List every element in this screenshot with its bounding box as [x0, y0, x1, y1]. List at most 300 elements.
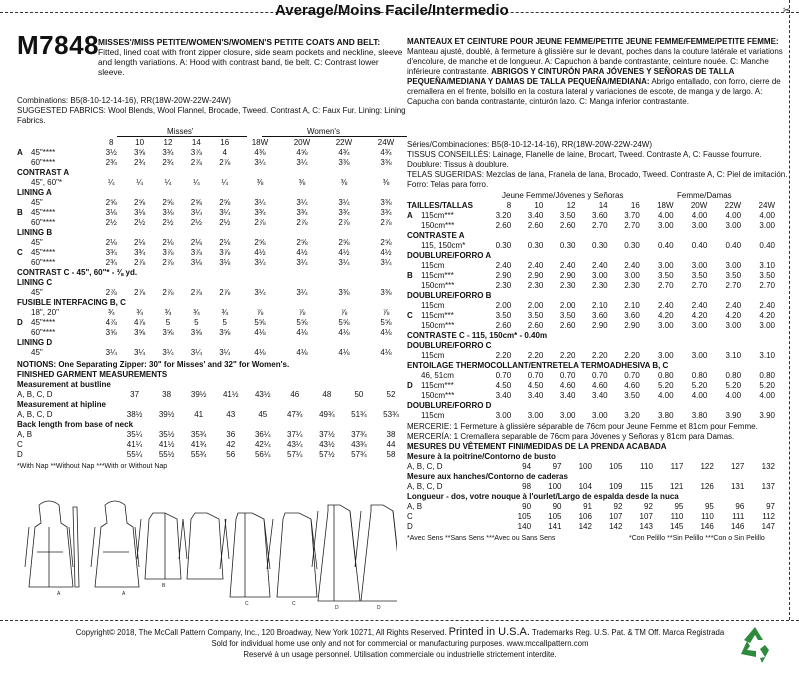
view-label — [17, 238, 31, 248]
sketch-view-d-front — [312, 505, 360, 601]
measure-value: 35¼ — [126, 430, 143, 439]
size-header-row — [407, 201, 777, 211]
measure-spacer — [53, 430, 119, 440]
value-cell: 0.30 — [592, 241, 608, 250]
nap-note-es: *Con Pelillo **Sin Pelillo ***Con o Sin Pelillo — [629, 535, 765, 542]
value-cell: 3.00 — [657, 261, 674, 270]
measure-value: 112 — [762, 512, 775, 521]
measure-value: 109 — [609, 482, 623, 491]
merceria: MERCERÍA: 1 Cremallera separable de 76cm para Jóvenes y Señoras y 81cm para Damas. — [407, 432, 735, 441]
value-cell: 3.90 — [759, 411, 775, 420]
section-title: CONTRAST C - 45", 60"* - ⅜ yd. — [17, 268, 138, 277]
value-cell: 4.00 — [691, 211, 708, 220]
value-cell: 3.40 — [495, 391, 512, 400]
measure-title: Mesure aux hanches/Contorno de caderas — [407, 472, 568, 481]
value-cell: 3¾ — [296, 208, 308, 217]
data-row — [17, 348, 407, 358]
cut-line-bottom — [0, 620, 799, 621]
data-row — [407, 261, 777, 271]
value-cell: 3⅛ — [105, 208, 117, 217]
measure-value: 41½ — [222, 390, 239, 399]
value-cell: 2½ — [134, 218, 146, 227]
value-cell: 2⅛ — [105, 238, 117, 247]
measure-value: 43 — [226, 410, 236, 419]
value-cell: 4½ — [296, 248, 308, 257]
measure-row — [17, 430, 407, 440]
value-cell: 3.10 — [759, 261, 775, 270]
value-cell: 2.70 — [657, 281, 674, 290]
measure-value: 105 — [548, 512, 562, 521]
value-cell: 3.50 — [624, 391, 640, 400]
value-cell: 3.60 — [592, 311, 608, 320]
view-label: C — [407, 311, 413, 320]
section-row — [17, 268, 407, 278]
fabric-width: 150cm*** — [421, 221, 455, 230]
measure-label: A, B, C, D — [17, 390, 53, 399]
value-cell: 2⅝ — [338, 238, 350, 247]
yardage-header — [17, 127, 407, 147]
measure-value: 41 — [194, 410, 204, 419]
value-cell: 2.70 — [759, 281, 775, 290]
fabrics-fr-es — [407, 140, 789, 190]
value-cell: 3¼ — [296, 288, 308, 297]
value-cell: 3¼ — [190, 208, 202, 217]
view-label: B — [407, 271, 413, 280]
fabric-width: 45", 60"* — [31, 178, 63, 187]
measure-value: 106 — [578, 512, 592, 521]
value-cell: 2⅝ — [219, 198, 231, 207]
value-cell: 3.00 — [527, 411, 544, 420]
value-cell: ⅞ — [298, 308, 306, 317]
measure-value: 48 — [322, 390, 332, 399]
value-cell: 4.00 — [657, 211, 674, 220]
value-cell: 3.50 — [559, 211, 576, 220]
measure-value: 90 — [522, 502, 532, 511]
measure-value: 41½ — [158, 440, 175, 449]
value-cell: 0.70 — [495, 371, 512, 380]
value-cell: 2.90 — [624, 321, 640, 330]
fabric-width: 45" — [31, 348, 43, 357]
value-cell: ⅞ — [382, 308, 390, 317]
value-cell: 2.90 — [592, 321, 608, 330]
size-header: 20W — [293, 138, 311, 147]
fabric-width: 150cm*** — [421, 321, 455, 330]
view-label — [407, 351, 421, 361]
view-label: D — [407, 381, 413, 390]
description-fr-es — [407, 37, 789, 107]
value-cell: 4.20 — [657, 311, 674, 320]
data-row — [407, 301, 777, 311]
trademarks: Trademarks Reg. U.S. Pat. & TM Off. Marca Registrada — [531, 628, 725, 637]
value-cell: 2⅝ — [134, 198, 146, 207]
section-row — [17, 278, 407, 288]
notions: NOTIONS: One Separating Zipper: 30" for Misses' and 32" for Women's. — [17, 360, 290, 369]
data-row — [407, 241, 777, 251]
value-cell: 2.20 — [592, 351, 608, 360]
measure-title-row — [17, 420, 407, 430]
value-cell: 0.80 — [657, 371, 674, 380]
value-cell: 3¼ — [254, 288, 266, 297]
measure-value: 43½ — [254, 390, 271, 399]
value-cell: 2.90 — [527, 271, 544, 280]
measure-value: 121 — [670, 482, 684, 491]
measure-value: 146 — [700, 522, 714, 531]
value-cell: 0.30 — [527, 241, 544, 250]
value-cell: 3.50 — [527, 311, 544, 320]
value-cell: 5.20 — [725, 381, 742, 390]
measure-value: 55½ — [158, 450, 175, 459]
value-cell: 2⅞ — [190, 288, 202, 297]
section-row — [17, 188, 407, 198]
measure-value: 53¾ — [383, 410, 399, 419]
value-cell: 3¼ — [380, 258, 392, 267]
mesures-title: MESURES DU VÊTEMENT FINI/MEDIDAS DE LA PRENDA ACABADA — [407, 442, 667, 451]
data-row — [17, 328, 407, 338]
value-cell: 2⅞ — [162, 258, 174, 267]
measure-value: 97 — [552, 462, 562, 471]
size-header: 24W — [377, 138, 395, 147]
view-label: D — [17, 318, 23, 327]
data-row — [17, 178, 407, 188]
measure-label: A, B, C, D — [407, 462, 443, 471]
value-cell: 4 — [222, 148, 227, 157]
difficulty-heading: Average/Moins Facile/Intermedio — [275, 2, 509, 19]
measure-value: 145 — [670, 522, 684, 531]
measure-value: 37 — [130, 390, 140, 399]
measure-spacer — [53, 410, 119, 420]
value-cell: 3.50 — [725, 271, 742, 280]
value-cell: 2.60 — [559, 321, 576, 330]
value-cell: 2½ — [105, 218, 117, 227]
measure-value: 111 — [732, 512, 745, 521]
view-label — [407, 301, 421, 311]
es-body: Abrigo entallado, con forro, cierre de cremallera en el frente, bolsillo en la costura lateral y variaciones de escote, de manga y de largo. A: Capucha con banda contrastante, cinturón lazo. C: Manga inferior contrastante. — [407, 77, 781, 106]
value-cell: 4½ — [254, 248, 266, 257]
measure-value: 97 — [766, 502, 775, 511]
measure-row — [407, 502, 777, 512]
value-cell: 2.30 — [559, 281, 576, 290]
section-title: DOUBLURE/FORRO D — [407, 401, 492, 410]
value-cell: 3.40 — [559, 391, 576, 400]
value-cell: 3⅛ — [162, 208, 174, 217]
value-cell: 3.00 — [495, 411, 512, 420]
value-cell: 2⅝ — [190, 198, 202, 207]
section-row — [407, 341, 777, 351]
value-cell: 2.40 — [725, 301, 742, 310]
value-cell: 0.70 — [624, 371, 640, 380]
value-cell: 4½ — [338, 248, 350, 257]
measure-label: A, B, C, D — [17, 410, 53, 419]
value-cell: 3.40 — [592, 391, 608, 400]
value-cell: 3¼ — [254, 198, 266, 207]
value-cell: 3¼ — [296, 198, 308, 207]
sketch-label: A — [57, 591, 61, 597]
measure-value: 122 — [700, 462, 714, 471]
description-body: Fitted, lined coat with front zipper closure, side seam pockets and neckline, sleeve and length variations. A: Hood with contrast band, tie belt. C: Contrast lower sleeve. — [98, 47, 403, 77]
value-cell: 5.20 — [691, 381, 708, 390]
garment-sketches — [17, 497, 397, 617]
section-title: CONTRASTE C - 115, 150cm* - 0.40m — [407, 331, 548, 340]
measure-row — [17, 440, 407, 450]
section-title: DOUBLURE/FORRO A — [407, 251, 492, 260]
fabric-width: 60"**** — [31, 218, 56, 227]
size-header: 8 — [506, 201, 512, 210]
value-cell: 0.70 — [592, 371, 608, 380]
value-cell: 2⅛ — [219, 238, 231, 247]
value-cell: 2½ — [190, 218, 202, 227]
value-cell: ¼ — [107, 178, 115, 187]
value-cell: 5 — [194, 318, 199, 327]
measure-title: Back length from base of neck — [17, 420, 134, 429]
value-cell: 4¾ — [380, 148, 392, 157]
value-cell: 2⅝ — [162, 198, 174, 207]
measure-value: 117 — [670, 462, 684, 471]
value-cell: 3¾ — [338, 208, 350, 217]
value-cell: ⅜ — [298, 178, 306, 187]
section-title: LINING A — [17, 188, 52, 197]
data-row — [17, 258, 407, 268]
value-cell: 4⅛ — [254, 328, 266, 337]
data-row — [17, 208, 407, 218]
metric-rows — [407, 201, 777, 421]
data-row — [407, 221, 777, 231]
value-cell: 3⅝ — [162, 328, 174, 337]
measure-label: A, B, C, D — [407, 482, 443, 491]
measure-value: 105 — [517, 512, 532, 521]
value-cell: 2.40 — [657, 301, 674, 310]
value-cell: 2.10 — [592, 301, 608, 310]
measure-value: 146 — [730, 522, 745, 531]
measure-value: 141 — [548, 522, 562, 531]
value-cell: 3.70 — [624, 211, 640, 220]
section-title: CONTRAST A — [17, 168, 70, 177]
measure-label: C — [407, 512, 413, 521]
data-row — [407, 381, 777, 391]
measure-value: 52 — [386, 390, 396, 399]
measure-value: 38½ — [126, 410, 143, 419]
section-row — [407, 401, 777, 411]
data-row — [17, 218, 407, 228]
fabric-width: 45" — [31, 198, 43, 207]
size-header: 14 — [598, 201, 608, 210]
measure-spacer — [53, 390, 119, 400]
data-row — [407, 271, 777, 281]
measure-value: 96 — [735, 502, 745, 511]
measure-label: A, B — [17, 430, 33, 439]
value-cell: 5⅝ — [380, 318, 392, 327]
measure-value: 56 — [226, 450, 236, 459]
measure-title-row — [17, 400, 407, 410]
value-cell: 3.00 — [725, 261, 742, 270]
value-cell: 3¾ — [134, 248, 146, 257]
data-row — [407, 411, 777, 421]
measure-value: 92 — [644, 502, 653, 511]
fabric-width: 45" — [31, 238, 43, 247]
sketch-view-d-back — [355, 505, 397, 601]
value-cell: 3¼ — [254, 158, 266, 167]
value-cell: 2.60 — [495, 321, 512, 330]
group-misses: Misses' — [167, 127, 194, 136]
view-label — [17, 198, 31, 208]
value-cell: ⅜ — [256, 178, 264, 187]
measure-value: 127 — [730, 462, 745, 471]
sketch-view-a-front — [25, 501, 79, 587]
value-cell: 3.60 — [592, 211, 608, 220]
fabric-width: 150cm*** — [421, 391, 455, 400]
section-row — [17, 298, 407, 308]
value-cell: 5 — [222, 318, 227, 327]
section-title: DOUBLURE/FORRO B — [407, 291, 492, 300]
measure-value: 38 — [162, 390, 172, 399]
section-row — [17, 338, 407, 348]
fabric-width: 45"**** — [31, 248, 56, 257]
sketch-label: A — [122, 591, 126, 597]
measure-row — [407, 512, 777, 522]
value-cell: 3¼ — [190, 348, 202, 357]
value-cell: 3¼ — [162, 348, 174, 357]
value-cell: 3⅜ — [338, 158, 350, 167]
measure-value: 110 — [701, 512, 714, 521]
measure-value: 57¼ — [287, 450, 303, 459]
size-header: 18W — [657, 201, 674, 210]
value-cell: 2⅝ — [254, 238, 266, 247]
value-cell: 3.00 — [691, 221, 708, 230]
data-row — [407, 351, 777, 361]
value-cell: 2½ — [162, 218, 174, 227]
value-cell: 4.20 — [759, 311, 775, 320]
value-cell: ⅞ — [340, 308, 348, 317]
measure-value: 35¾ — [190, 430, 207, 439]
view-label — [407, 391, 421, 401]
data-row — [407, 281, 777, 291]
value-cell: 2.30 — [495, 281, 512, 290]
sketch-view-a-back — [91, 501, 139, 587]
value-cell: 4.60 — [624, 381, 640, 390]
fabric-width: 45"**** — [31, 318, 56, 327]
measure-value: 37¼ — [287, 430, 303, 439]
value-cell: 2.90 — [559, 271, 576, 280]
size-header: 20W — [690, 201, 708, 210]
sketch-view-c-front — [220, 513, 270, 597]
value-cell: 2.30 — [592, 281, 608, 290]
measure-value: 126 — [700, 482, 714, 491]
value-cell: 3¼ — [338, 258, 350, 267]
view-label — [407, 371, 421, 381]
value-cell: 3.00 — [624, 271, 640, 280]
value-cell: 4.00 — [759, 391, 775, 400]
measure-value: 142 — [609, 522, 623, 531]
value-cell: 3.00 — [759, 221, 775, 230]
value-cell: 3.00 — [759, 321, 775, 330]
section-title: LINING C — [17, 278, 53, 287]
data-row — [17, 308, 407, 318]
yardage-table-en — [17, 127, 407, 472]
value-cell: 3¼ — [254, 258, 266, 267]
value-cell: 2.30 — [624, 281, 640, 290]
size-header-label: TAILLES/TALLAS — [407, 201, 473, 210]
value-cell: 5⅝ — [254, 318, 266, 327]
value-cell: 4.20 — [725, 311, 742, 320]
measure-value: 107 — [639, 512, 653, 521]
view-label — [407, 411, 421, 421]
value-cell: 4.60 — [592, 381, 608, 390]
view-label — [17, 178, 31, 188]
value-cell: 3½ — [105, 148, 117, 157]
measure-spacer — [443, 522, 503, 532]
fabric-width: 115cm*** — [421, 271, 454, 280]
measure-value: 46 — [290, 390, 300, 399]
measure-value: 47¾ — [287, 410, 303, 419]
section-row — [407, 291, 777, 301]
value-cell: 2.40 — [495, 261, 512, 270]
value-cell: 2.20 — [527, 351, 544, 360]
value-cell: 3⅞ — [162, 248, 174, 257]
measure-value: 42¼ — [254, 440, 271, 449]
measure-value: 104 — [578, 482, 592, 491]
measure-title-row — [407, 472, 777, 482]
value-cell: ⅜ — [340, 178, 348, 187]
fabric-width: 115cm*** — [421, 211, 454, 220]
value-cell: 4⅛ — [380, 348, 392, 357]
value-cell: 3⅛ — [190, 258, 202, 267]
value-cell: 3¼ — [105, 348, 117, 357]
measure-value: 92 — [613, 502, 623, 511]
data-row — [407, 211, 777, 221]
section-row — [407, 361, 777, 371]
sketch-label: D — [335, 605, 339, 611]
es-title: ABRIGOS Y CINTURÓN PARA JÓVENES Y SEÑORAS DE TALLA PEQUEÑA/MEDIANA Y DAMAS DE TALLA PEQUEÑA/MEDIANA: — [407, 67, 735, 86]
value-cell: 3¼ — [296, 258, 308, 267]
fabric-width: 115cm*** — [421, 381, 454, 390]
value-cell: 3⅞ — [190, 148, 202, 157]
view-label — [407, 321, 421, 331]
value-cell: 0.70 — [527, 371, 544, 380]
size-header: 14 — [191, 138, 201, 147]
measure-value: 140 — [517, 522, 532, 531]
value-cell: 0.30 — [495, 241, 512, 250]
section-row — [407, 331, 777, 341]
size-header: 16 — [220, 138, 230, 147]
measure-value: 94 — [522, 462, 532, 471]
value-cell: 4.00 — [759, 211, 775, 220]
section-row — [407, 231, 777, 241]
measure-value: 45 — [258, 410, 268, 419]
view-label — [17, 348, 31, 358]
value-cell: 5 — [165, 318, 171, 327]
measure-value: 142 — [578, 522, 592, 531]
fabric-width: 150cm*** — [421, 281, 455, 290]
measure-label: A, B — [407, 502, 423, 511]
value-cell: 2.70 — [725, 281, 742, 290]
value-cell: 2¾ — [105, 158, 117, 167]
value-cell: 3.40 — [527, 391, 544, 400]
value-cell: 4.00 — [725, 211, 742, 220]
value-cell: 3⅝ — [134, 148, 146, 157]
finished-measurements-fr-es — [407, 452, 777, 532]
value-cell: ¼ — [193, 178, 200, 187]
value-cell: ¼ — [221, 178, 229, 187]
metric-header — [407, 191, 789, 201]
value-cell: 3¼ — [219, 348, 231, 357]
measure-row — [407, 482, 777, 492]
value-cell: 3.50 — [495, 311, 512, 320]
tissus: TISSUS CONSEILLÉS: Lainage, Flanelle de laine, Brocart, Tweed. Contraste A, C: Fausse fourrure. Doublure: Tissus à doublure. — [407, 150, 762, 169]
value-cell: 2.40 — [592, 261, 608, 270]
measure-row — [17, 450, 407, 460]
value-cell: 3¾ — [254, 208, 266, 217]
measure-value: 43¾ — [351, 440, 367, 449]
copyright: Copyright© 2018, The McCall Pattern Company, Inc., 120 Broadway, New York 10271, All Rights Reserved. — [75, 628, 447, 637]
